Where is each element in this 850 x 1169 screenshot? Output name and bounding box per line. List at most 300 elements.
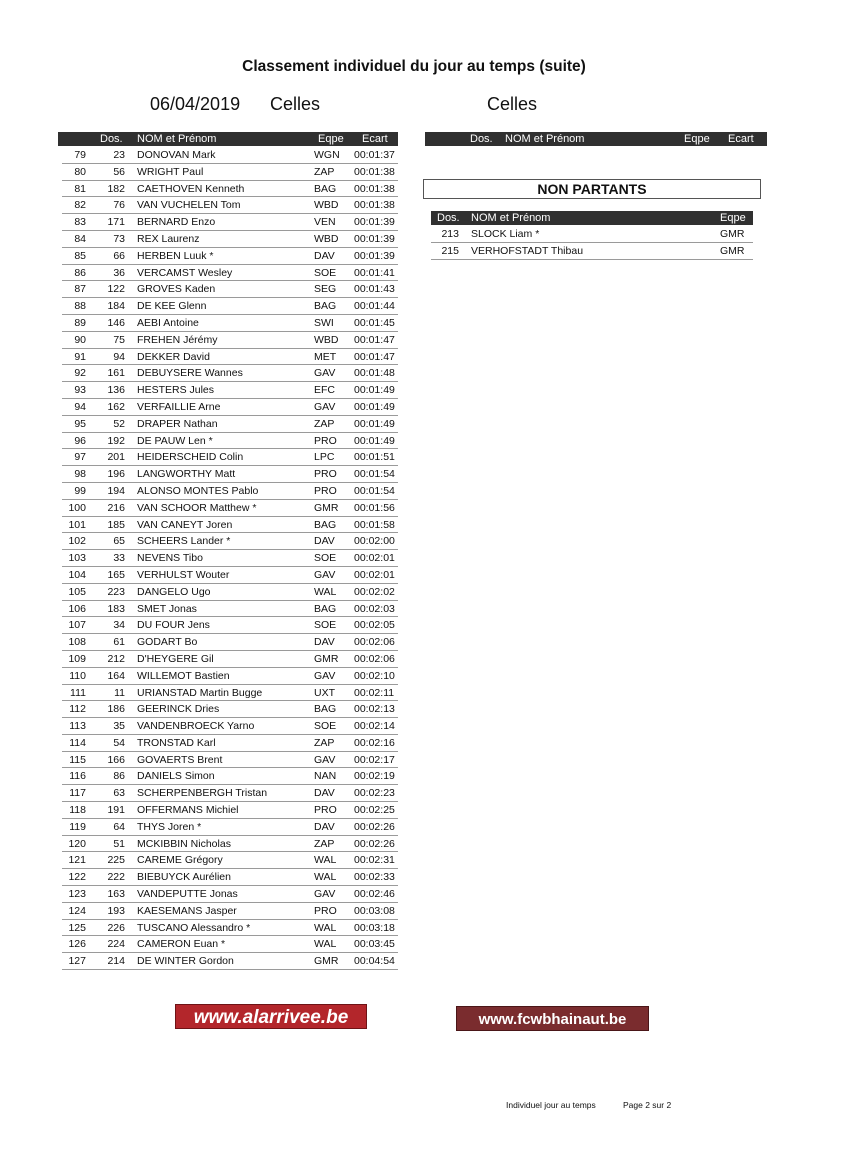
gap-cell: 00:02:19: [354, 770, 395, 783]
gap-cell: 00:01:47: [354, 350, 395, 363]
team-cell: GAV: [314, 568, 336, 581]
dos-cell: 216: [107, 501, 125, 514]
name-cell: WRIGHT Paul: [137, 165, 204, 178]
rank-cell: 117: [69, 787, 86, 800]
team-cell: DAV: [314, 249, 335, 262]
gap-cell: 00:02:14: [354, 720, 395, 733]
right-header-name: NOM et Prénom: [505, 133, 585, 145]
table-row: [62, 601, 398, 618]
gap-cell: 00:02:01: [354, 568, 395, 581]
rank-cell: 118: [69, 804, 86, 817]
gap-cell: 00:02:17: [354, 753, 395, 766]
gap-cell: 00:02:26: [354, 820, 395, 833]
table-row: [62, 768, 398, 785]
team-cell: WAL: [314, 854, 337, 867]
name-cell: BERNARD Enzo: [137, 216, 216, 229]
name-cell: DE WINTER Gordon: [137, 955, 234, 968]
name-cell: MCKIBBIN Nicholas: [137, 837, 231, 850]
dos-cell: 162: [107, 400, 125, 413]
rank-cell: 89: [74, 316, 86, 329]
team-cell: PRO: [314, 468, 337, 481]
name-cell: CAREME Grégory: [137, 854, 223, 867]
name-cell: DRAPER Nathan: [137, 417, 218, 430]
table-row: [62, 752, 398, 769]
rank-cell: 81: [74, 182, 86, 195]
team-cell: WAL: [314, 938, 337, 951]
name-cell: DE PAUW Len *: [137, 434, 213, 447]
team-cell: PRO: [314, 904, 337, 917]
name-cell: TRONSTAD Karl: [137, 736, 216, 749]
team-cell: LPC: [314, 451, 335, 464]
table-row: [62, 197, 398, 214]
rank-cell: 115: [69, 753, 86, 766]
name-cell: VAN SCHOOR Matthew *: [137, 501, 257, 514]
table-row: [62, 365, 398, 382]
rank-cell: 79: [74, 149, 86, 161]
name-cell: NEVENS Tibo: [137, 552, 203, 565]
gap-cell: 00:01:49: [354, 434, 395, 447]
rank-cell: 107: [68, 619, 86, 632]
rank-cell: 120: [68, 837, 86, 850]
name-cell: D'HEYGERE Gil: [137, 652, 214, 665]
team-cell: NAN: [314, 770, 337, 783]
name-cell: HERBEN Luuk *: [137, 249, 214, 262]
rank-cell: 121: [68, 854, 86, 867]
gap-cell: 00:02:33: [354, 871, 395, 884]
dos-cell: 11: [114, 686, 125, 699]
dos-cell: 33: [113, 552, 125, 565]
team-cell: PRO: [314, 484, 337, 497]
name-cell: VANDENBROECK Yarno: [137, 720, 255, 733]
team-cell: ZAP: [314, 837, 335, 850]
right-header-team: Eqpe: [684, 133, 710, 145]
table-row: [62, 785, 398, 802]
rank-cell: 116: [69, 770, 86, 783]
gap-cell: 00:01:39: [354, 232, 395, 245]
gap-cell: 00:01:39: [354, 216, 395, 229]
name-cell: VERFAILLIE Arne: [137, 400, 221, 413]
team-cell: UXT: [314, 686, 335, 699]
dos-cell: 56: [113, 165, 125, 178]
table-row: [62, 315, 398, 332]
table-row: [62, 953, 398, 970]
dos-cell: 161: [107, 367, 125, 380]
np-header-team: Eqpe: [720, 212, 746, 224]
dos-cell: 146: [107, 316, 125, 329]
rank-cell: 100: [68, 501, 86, 514]
right-table-header: [425, 132, 767, 146]
name-cell: HEIDERSCHEID Colin: [137, 451, 244, 464]
name-cell: DEKKER David: [137, 350, 210, 363]
dos-cell: 35: [113, 720, 125, 733]
np-team-cell: GMR: [720, 228, 745, 240]
name-cell: URIANSTAD Martin Bugge: [137, 686, 263, 699]
dos-cell: 63: [113, 787, 125, 800]
rank-cell: 113: [69, 720, 86, 733]
dos-cell: 65: [113, 535, 125, 548]
right-header-gap: Ecart: [728, 133, 754, 145]
page-title: Classement individuel du jour au temps (suite): [242, 58, 586, 75]
rank-cell: 125: [68, 921, 86, 934]
name-cell: DU FOUR Jens: [137, 619, 210, 632]
rank-cell: 105: [68, 585, 86, 598]
gap-cell: 00:02:25: [354, 804, 395, 817]
gap-cell: 00:02:00: [354, 535, 395, 548]
table-row: [62, 164, 398, 181]
gap-cell: 00:01:41: [354, 266, 395, 279]
rank-cell: 114: [69, 736, 86, 749]
table-row: [62, 550, 398, 567]
gap-cell: 00:01:54: [354, 484, 395, 497]
gap-cell: 00:01:47: [354, 333, 395, 346]
team-cell: GAV: [314, 669, 336, 682]
team-cell: MET: [314, 350, 337, 363]
table-row: [62, 936, 398, 953]
name-cell: DEBUYSERE Wannes: [137, 367, 243, 380]
rank-cell: 91: [74, 350, 86, 363]
table-row: [62, 634, 398, 651]
dos-cell: 34: [113, 619, 125, 632]
dos-cell: 51: [113, 837, 125, 850]
header-name: NOM et Prénom: [137, 133, 217, 145]
team-cell: DAV: [314, 636, 335, 649]
team-cell: DAV: [314, 787, 335, 800]
team-cell: GAV: [314, 400, 336, 413]
name-cell: WILLEMOT Bastien: [137, 669, 230, 682]
race-date: 06/04/2019: [150, 94, 241, 114]
dos-cell: 201: [107, 451, 125, 464]
team-cell: GAV: [314, 888, 336, 901]
rank-cell: 109: [68, 652, 86, 665]
gap-cell: 00:02:16: [354, 736, 395, 749]
team-cell: SOE: [314, 266, 337, 279]
table-row: [62, 231, 398, 248]
team-cell: SOE: [314, 720, 337, 733]
dos-cell: 136: [107, 384, 125, 397]
gap-cell: 00:01:49: [354, 417, 395, 430]
table-row: [62, 668, 398, 685]
table-row: [62, 466, 398, 483]
team-cell: GMR: [314, 501, 339, 514]
dos-cell: 183: [107, 602, 125, 615]
name-cell: KAESEMANS Jasper: [137, 904, 237, 917]
team-cell: BAG: [314, 300, 337, 313]
gap-cell: 00:02:26: [354, 837, 395, 850]
gap-cell: 00:01:58: [354, 518, 395, 531]
dos-cell: 64: [113, 820, 125, 833]
rank-cell: 111: [70, 686, 86, 699]
dos-cell: 73: [113, 232, 125, 245]
team-cell: WBD: [314, 199, 339, 212]
gap-cell: 00:01:38: [354, 165, 395, 178]
dos-cell: 196: [107, 468, 125, 481]
team-cell: WAL: [314, 585, 337, 598]
rank-cell: 102: [68, 535, 86, 548]
name-cell: VAN CANEYT Joren: [137, 518, 233, 531]
dos-cell: 166: [107, 753, 125, 766]
team-cell: WBD: [314, 333, 339, 346]
dos-cell: 185: [107, 518, 125, 531]
gap-cell: 00:02:11: [354, 686, 395, 699]
non-partant-row: [431, 226, 753, 243]
gap-cell: 00:01:54: [354, 468, 395, 481]
dos-cell: 75: [113, 333, 125, 346]
table-row: [62, 886, 398, 903]
dos-cell: 36: [113, 266, 125, 279]
table-row: [62, 567, 398, 584]
gap-cell: 00:02:23: [354, 787, 395, 800]
alarrivee-logo[interactable]: www.alarrivee.be: [175, 1004, 367, 1029]
rank-cell: 98: [74, 468, 86, 481]
table-row: [62, 852, 398, 869]
footer-report-name: Individuel jour au temps: [506, 1100, 596, 1110]
table-row: [62, 399, 398, 416]
table-row: [62, 685, 398, 702]
gap-cell: 00:01:38: [354, 182, 395, 195]
table-row: [62, 181, 398, 198]
name-cell: FREHEN Jérémy: [137, 333, 218, 346]
dos-cell: 122: [107, 283, 125, 296]
np-dos-cell: 215: [441, 244, 459, 257]
non-partants-table: [431, 226, 753, 260]
name-cell: REX Laurenz: [137, 232, 200, 245]
gap-cell: 00:01:49: [354, 400, 395, 413]
gap-cell: 00:04:54: [354, 955, 395, 968]
table-row: [62, 836, 398, 853]
table-row: [62, 517, 398, 534]
dos-cell: 163: [107, 888, 125, 901]
name-cell: VERCAMST Wesley: [137, 266, 233, 279]
team-cell: PRO: [314, 434, 337, 447]
gap-cell: 00:03:18: [354, 921, 395, 934]
gap-cell: 00:01:37: [354, 149, 395, 161]
gap-cell: 00:03:08: [354, 904, 395, 917]
gap-cell: 00:01:56: [354, 501, 395, 514]
dos-cell: 61: [113, 636, 125, 649]
table-row: [62, 416, 398, 433]
header-dos: Dos.: [100, 133, 123, 145]
gap-cell: 00:01:49: [354, 384, 395, 397]
np-header-dos: Dos.: [437, 212, 460, 224]
team-cell: DAV: [314, 820, 335, 833]
dos-cell: 192: [107, 434, 125, 447]
non-partants-title: NON PARTANTS: [423, 179, 761, 199]
name-cell: TUSCANO Alessandro *: [137, 921, 251, 934]
np-name-cell: VERHOFSTADT Thibau: [471, 244, 584, 257]
team-cell: SOE: [314, 619, 337, 632]
right-header-dos: Dos.: [470, 133, 493, 145]
gap-cell: 00:02:01: [354, 552, 395, 565]
ranking-table: [62, 147, 398, 970]
name-cell: GEERINCK Dries: [137, 703, 220, 716]
np-team-cell: GMR: [720, 244, 745, 257]
gap-cell: 00:02:06: [354, 652, 395, 665]
team-cell: BAG: [314, 602, 337, 615]
table-row: [62, 265, 398, 282]
table-row: [62, 718, 398, 735]
gap-cell: 00:02:31: [354, 854, 395, 867]
dos-cell: 182: [107, 182, 125, 195]
rank-cell: 90: [74, 333, 86, 346]
table-row: [62, 651, 398, 668]
dos-cell: 225: [107, 854, 125, 867]
gap-cell: 00:01:48: [354, 367, 395, 380]
name-cell: THYS Joren *: [137, 820, 202, 833]
gap-cell: 00:02:13: [354, 703, 395, 716]
rank-cell: 123: [68, 888, 86, 901]
team-cell: SOE: [314, 552, 337, 565]
dos-cell: 223: [107, 585, 125, 598]
table-row: [62, 483, 398, 500]
name-cell: OFFERMANS Michiel: [137, 804, 239, 817]
team-cell: GAV: [314, 753, 336, 766]
name-cell: ALONSO MONTES Pablo: [137, 484, 259, 497]
name-cell: VAN VUCHELEN Tom: [137, 199, 241, 212]
team-cell: ZAP: [314, 417, 335, 430]
name-cell: DANGELO Ugo: [137, 585, 211, 598]
name-cell: SCHERPENBERGH Tristan: [137, 787, 268, 800]
rank-cell: 106: [68, 602, 86, 615]
rank-cell: 86: [74, 266, 86, 279]
non-partant-row: [431, 243, 753, 260]
table-row: [62, 903, 398, 920]
table-row: [62, 701, 398, 718]
dos-cell: 186: [107, 703, 125, 716]
dos-cell: 76: [113, 199, 125, 212]
dos-cell: 214: [107, 955, 125, 968]
rank-cell: 80: [74, 165, 86, 178]
team-cell: BAG: [314, 518, 337, 531]
dos-cell: 222: [107, 871, 125, 884]
gap-cell: 00:02:06: [354, 636, 395, 649]
team-cell: BAG: [314, 182, 337, 195]
rank-cell: 122: [68, 871, 86, 884]
name-cell: SCHEERS Lander *: [137, 535, 231, 548]
race-location-right: Celles: [487, 94, 538, 114]
header-team: Eqpe: [318, 133, 344, 145]
name-cell: GOVAERTS Brent: [137, 753, 223, 766]
team-cell: EFC: [314, 384, 335, 397]
fcwbhainaut-logo[interactable]: www.fcwbhainaut.be: [456, 1006, 649, 1031]
table-row: [62, 500, 398, 517]
table-row: [62, 332, 398, 349]
dos-cell: 54: [113, 736, 125, 749]
table-row: [62, 920, 398, 937]
gap-cell: 00:01:43: [354, 283, 395, 296]
rank-cell: 92: [74, 367, 86, 380]
table-row: [62, 533, 398, 550]
table-row: [62, 869, 398, 886]
rank-cell: 96: [74, 434, 86, 447]
table-row: [62, 248, 398, 265]
table-row: [62, 382, 398, 399]
name-cell: HESTERS Jules: [137, 384, 215, 397]
non-partants-header: [431, 211, 753, 225]
gap-cell: 00:01:39: [354, 249, 395, 262]
name-cell: AEBI Antoine: [137, 316, 199, 329]
dos-cell: 164: [107, 669, 125, 682]
rank-cell: 110: [69, 669, 86, 682]
rank-cell: 82: [74, 199, 86, 212]
rank-cell: 87: [74, 283, 86, 296]
np-dos-cell: 213: [441, 228, 459, 240]
team-cell: SEG: [314, 283, 337, 296]
rank-cell: 108: [68, 636, 86, 649]
rank-cell: 124: [68, 904, 86, 917]
rank-cell: 83: [74, 216, 86, 229]
table-row: [62, 349, 398, 366]
name-cell: VERHULST Wouter: [137, 568, 230, 581]
table-row: [62, 735, 398, 752]
footer-page-number: Page 2 sur 2: [623, 1100, 672, 1110]
team-cell: WAL: [314, 871, 337, 884]
table-row: [62, 449, 398, 466]
name-cell: CAMERON Euan *: [137, 938, 226, 951]
gap-cell: 00:02:46: [354, 888, 395, 901]
name-cell: DANIELS Simon: [137, 770, 215, 783]
gap-cell: 00:02:02: [354, 585, 395, 598]
gap-cell: 00:02:03: [354, 602, 395, 615]
table-row: [62, 819, 398, 836]
dos-cell: 66: [113, 249, 125, 262]
dos-cell: 226: [107, 921, 125, 934]
dos-cell: 224: [107, 938, 125, 951]
table-row: [62, 584, 398, 601]
table-row: [62, 214, 398, 231]
name-cell: SMET Jonas: [137, 602, 197, 615]
rank-cell: 97: [74, 451, 86, 464]
gap-cell: 00:02:10: [354, 669, 395, 682]
rank-cell: 93: [74, 384, 86, 397]
name-cell: GODART Bo: [137, 636, 198, 649]
dos-cell: 52: [113, 417, 125, 430]
rank-cell: 112: [69, 703, 86, 716]
gap-cell: 00:01:51: [354, 451, 395, 464]
rank-cell: 99: [74, 484, 86, 497]
team-cell: GMR: [314, 652, 339, 665]
dos-cell: 193: [107, 904, 125, 917]
table-row: [62, 617, 398, 634]
rank-cell: 95: [74, 417, 86, 430]
name-cell: VANDEPUTTE Jonas: [137, 888, 238, 901]
rank-cell: 126: [68, 938, 86, 951]
team-cell: ZAP: [314, 165, 335, 178]
team-cell: BAG: [314, 703, 337, 716]
rank-cell: 94: [74, 400, 86, 413]
table-row: [62, 298, 398, 315]
name-cell: BIEBUYCK Aurélien: [137, 871, 231, 884]
gap-cell: 00:01:38: [354, 199, 395, 212]
main-table-header: [58, 132, 398, 146]
team-cell: GMR: [314, 955, 339, 968]
gap-cell: 00:01:45: [354, 316, 395, 329]
name-cell: DONOVAN Mark: [137, 149, 216, 161]
team-cell: VEN: [314, 216, 336, 229]
name-cell: LANGWORTHY Matt: [137, 468, 236, 481]
dos-cell: 94: [113, 350, 125, 363]
rank-cell: 101: [68, 518, 86, 531]
team-cell: SWI: [314, 316, 334, 329]
dos-cell: 184: [107, 300, 125, 313]
team-cell: ZAP: [314, 736, 335, 749]
rank-cell: 119: [69, 820, 86, 833]
header-gap: Ecart: [362, 133, 388, 145]
dos-cell: 212: [107, 652, 125, 665]
dos-cell: 23: [113, 149, 125, 161]
name-cell: GROVES Kaden: [137, 283, 216, 296]
table-row: [62, 147, 398, 164]
gap-cell: 00:01:44: [354, 300, 395, 313]
